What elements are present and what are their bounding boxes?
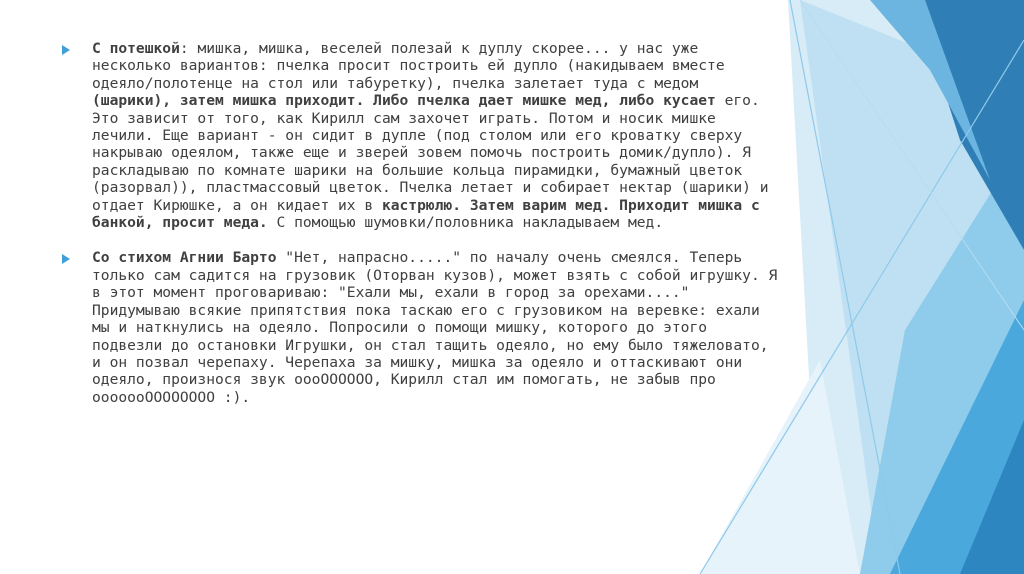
paragraph-heading: С потешкой: [92, 40, 180, 57]
text-run: С помощью шумовки/половника накладываем мед.: [267, 214, 664, 232]
text-run: его. Это зависит от того, как Кирилл сам захочет играть. Потом и носик мишке лечили. Еще вариант - он сидит в дупле (под столом или его кроватку сверху накрываю одеялом, также еще и зверей зовем помочь построить домик/дупло). Я раскладываю по комнате шарики на большие кольца пирамидки, бумажный цветок (разорвал)), пластмассовый цветок. Пчелка летает и собирает нектар (шарики) и отдает Кирюшке, а он кидает их в: [92, 92, 769, 214]
bullet-arrow-icon: [62, 45, 70, 55]
text-run-bold: кастрюлю. Затем варим мед. Приходит мишка с банкой, просит меда.: [92, 196, 760, 232]
bullet-paragraph-2: [62, 249, 784, 406]
text-run: "Нет, напрасно....." по началу очень смеялся. Теперь только сам садится на грузовик (Оторван кузов), может взять с собой игрушку. Я в этот момент проговариваю: "Ехали мы, ехали в город за орехами...." Придумываю всякие припятствия пока таскаю его с грузовиком на веревке: ехали мы и наткнулись на одеяло. Попросили о помощи мишку, которого до этого подвезли до остановки Игрушки, он стал тащить одеяло, но ему было тяжеловато, и он позвал черепаху. Черепаха за мишку, мишка за одеяло и оттаскивают они одеяло, произнося звук оооОООООО, Кирилл стал им помогать, не забыв про ооооооОООООООО :).: [92, 249, 778, 406]
slide-content: [62, 40, 784, 424]
text-run: : мишка, мишка, веселей полезай к дуплу скорее... у нас уже несколько вариантов: пчелка просит построить ей дупло (накидываем вместе одеяло/полотенце на стол или табуретку), пчелка залетает туда с медом: [92, 40, 725, 92]
bullet-arrow-icon: [62, 254, 70, 264]
bullet-paragraph-1: [62, 40, 784, 231]
text-run-bold: (шарики), затем мишка приходит. Либо пчелка дает мишке мед, либо кусает: [92, 92, 716, 110]
paragraph-heading: Со стихом Агнии Барто: [92, 249, 277, 267]
